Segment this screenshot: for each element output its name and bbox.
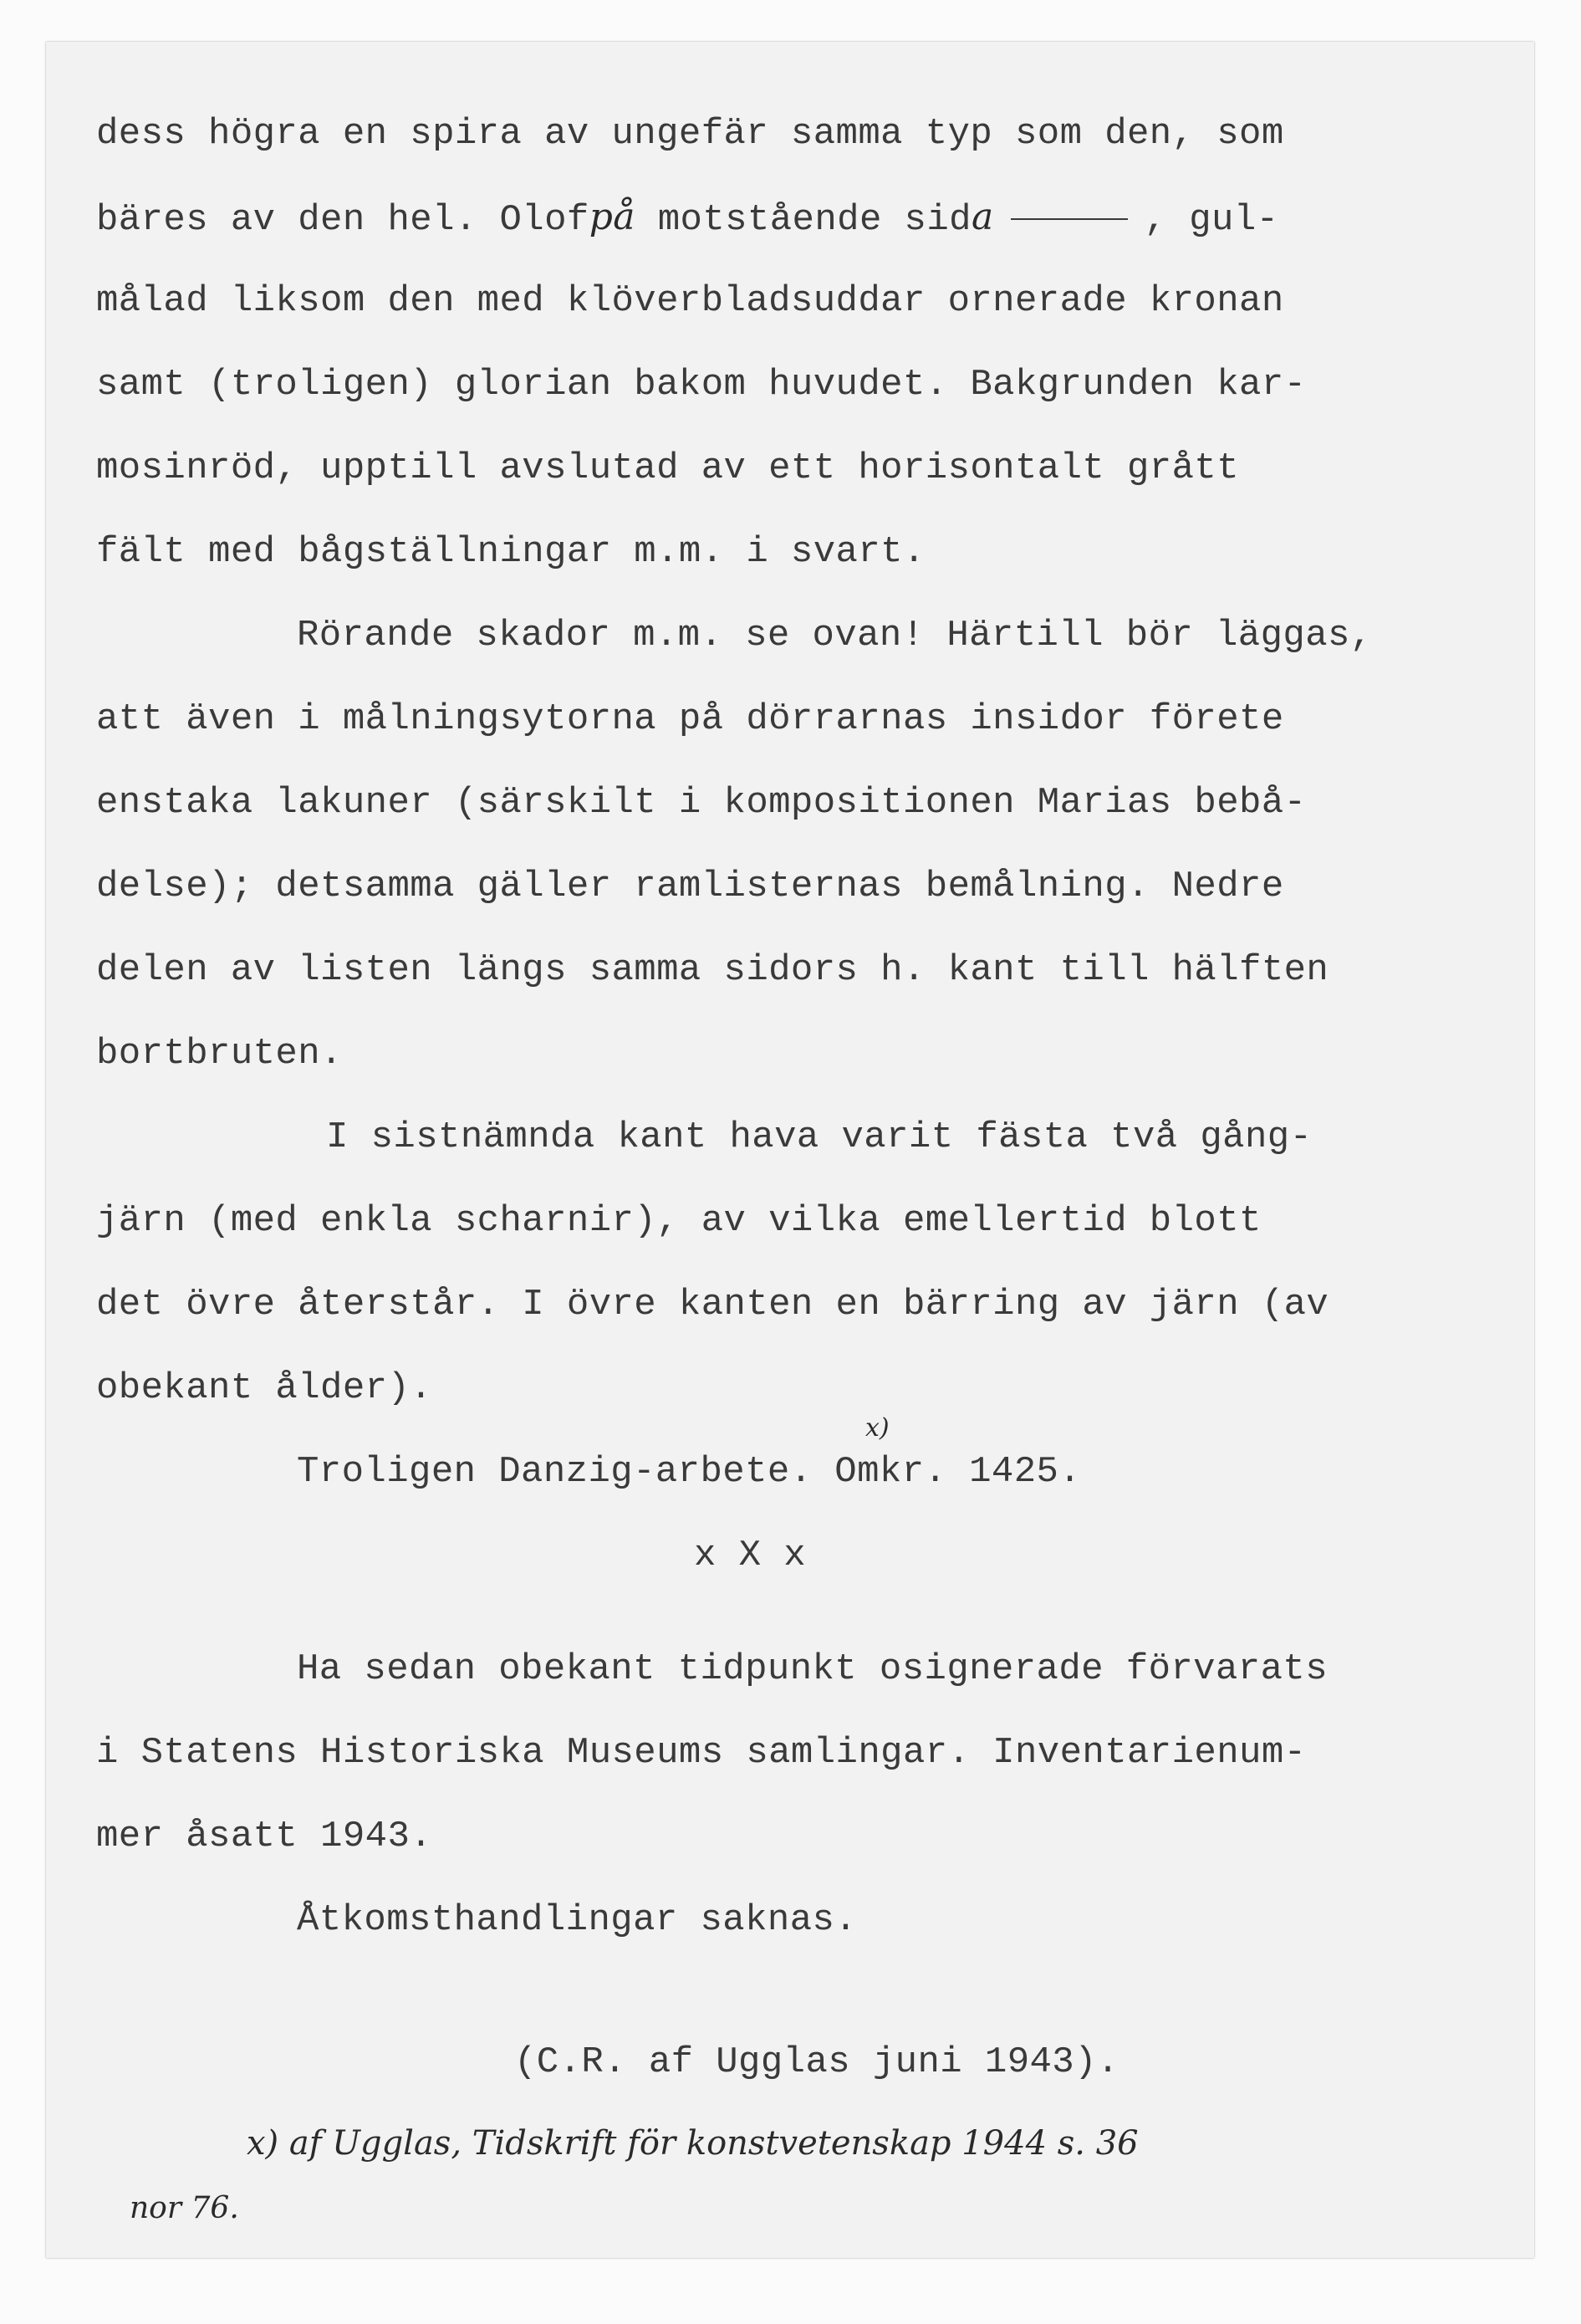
text-line-15: det övre återstår. I övre kanten en bärring av järn (av: [96, 1284, 1329, 1325]
text-line-1: dess högra en spira av ungefär samma typ som den, som: [96, 113, 1284, 155]
text-line-5: mosinröd, upptill avslutad av ett horisontalt grått: [96, 447, 1240, 489]
text-line-2-part-a: bäres av den hel. Olof: [96, 199, 589, 241]
handwritten-tail-note: nor 76.: [130, 2191, 239, 2225]
text-line-21: mer åsatt 1943.: [96, 1816, 433, 1857]
signature-line: (C.R. af Ugglas juni 1943).: [514, 2041, 1119, 2083]
handwritten-insert-a: a: [971, 196, 994, 238]
text-line-12: bortbruten.: [96, 1033, 343, 1075]
text-line-6: fält med bågställningar m.m. i svart.: [96, 531, 926, 573]
text-line-2-part-e: , gul-: [1144, 199, 1279, 241]
text-line-17: Troligen Danzig-arbete. Omkr. 1425.: [297, 1451, 1082, 1493]
text-line-7: Rörande skador m.m. se ovan! Härtill bör läggas,: [297, 615, 1373, 656]
text-line-2-part-c: motstående sid: [635, 199, 972, 241]
text-line-10: delse); detsamma gäller ramlisternas bemålning. Nedre: [96, 866, 1284, 907]
footnote-marker: x): [865, 1413, 890, 1443]
text-line-8: att även i målningsytorna på dörrarnas insidor förete: [96, 698, 1284, 740]
handwritten-insert-pa: på: [589, 196, 635, 238]
text-line-2: [96, 196, 1278, 242]
document-sheet: [46, 42, 1534, 2258]
text-line-3: målad liksom den med klöverbladsuddar ornerade kronan: [96, 280, 1284, 322]
section-separator: x X x: [694, 1535, 807, 1576]
text-line-9: enstaka lakuner (särskilt i kompositionen Marias bebå-: [96, 782, 1307, 824]
text-line-22: Åtkomsthandlingar saknas.: [297, 1899, 858, 1941]
handwritten-footnote: x) af Ugglas, Tidskrift för konstvetenskap 1944 s. 36: [247, 2124, 1139, 2163]
text-line-11: delen av listen längs samma sidors h. kant till hälften: [96, 949, 1329, 991]
text-line-20: i Statens Historiska Museums samlingar. Inventarienum-: [96, 1732, 1307, 1774]
text-line-19: Ha sedan obekant tidpunkt osignerade förvarats: [297, 1648, 1328, 1690]
text-line-16: obekant ålder).: [96, 1367, 433, 1409]
text-line-13: I sistnämnda kant hava varit fästa två gång-: [326, 1116, 1313, 1158]
blank-dash: [1011, 218, 1128, 220]
text-line-14: järn (med enkla scharnir), av vilka emellertid blott: [96, 1200, 1262, 1242]
text-line-4: samt (troligen) glorian bakom huvudet. Bakgrunden kar-: [96, 364, 1307, 406]
